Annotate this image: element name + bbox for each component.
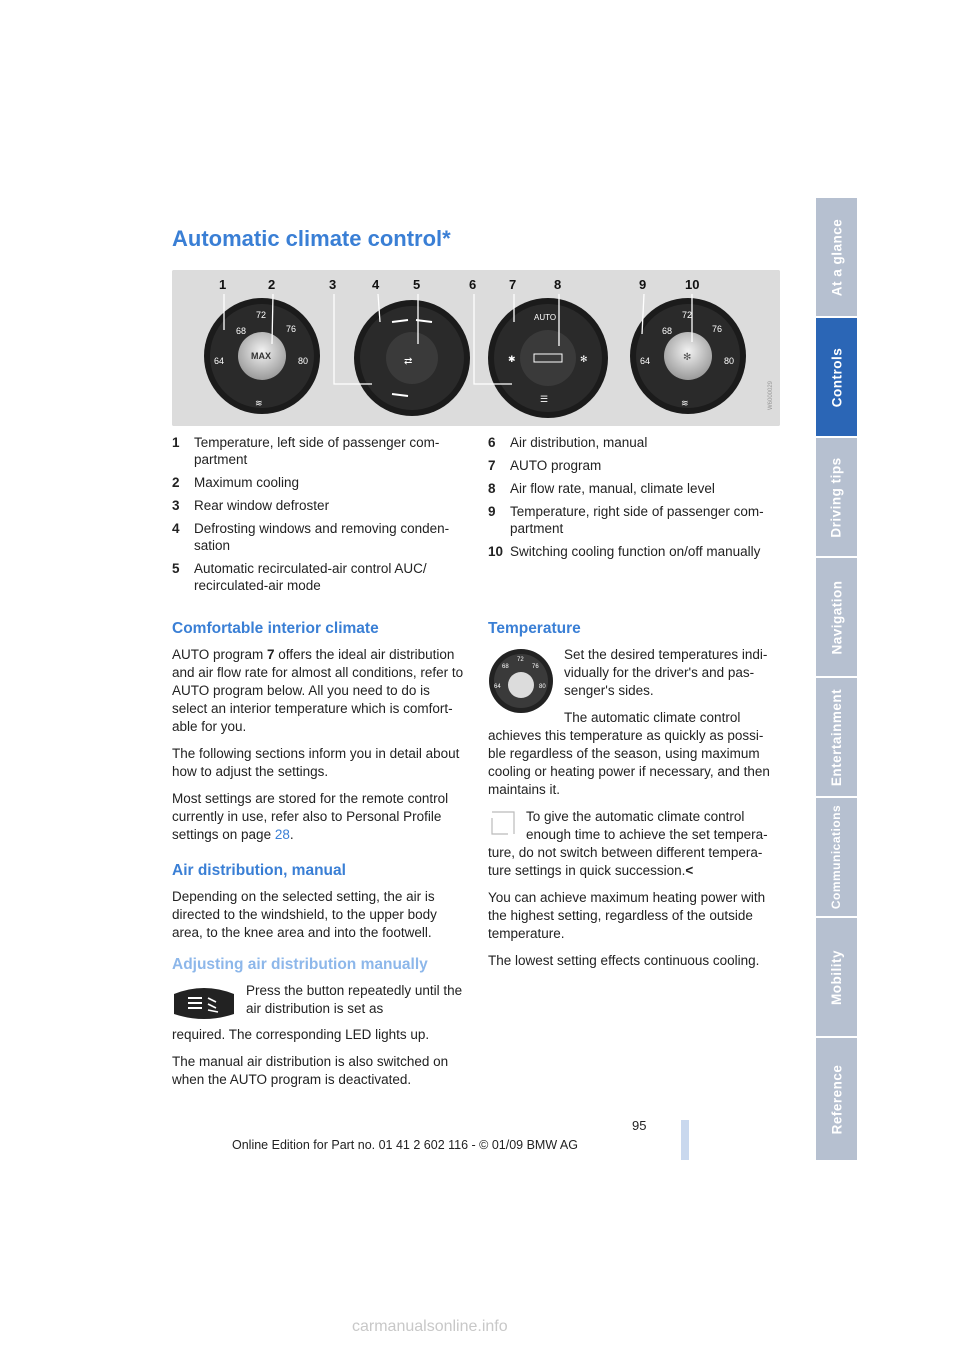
svg-text:⇄: ⇄: [404, 356, 413, 367]
legend-item: 4 Defrosting windows and removing conden- sation: [172, 521, 450, 553]
svg-text:9: 9: [639, 277, 647, 292]
svg-text:☰: ☰: [540, 394, 549, 404]
legend-item: 10 Switching cooling function on/off manually: [488, 544, 761, 559]
svg-text:3: 3: [329, 277, 337, 292]
svg-text:W6000029: W6000029: [768, 380, 774, 410]
subsection-heading-adjust: Adjusting air distribution manually: [172, 956, 428, 973]
footer-bar: [681, 1120, 689, 1160]
temperature-dial-icon: [488, 648, 554, 714]
svg-text:72: 72: [682, 310, 693, 320]
tab-at-a-glance[interactable]: At a glance: [816, 198, 857, 316]
temperature-paragraph-2b: achieves this temperature as quickly as possi-ble regardless of the season, using maximum cooling or heating power if necessary, and then maintains it.: [488, 728, 770, 797]
temperature-paragraph-2a: The automatic climate control: [564, 710, 741, 725]
climate-control-panel-figure: [172, 270, 780, 426]
section-heading-temperature: Temperature: [488, 620, 581, 637]
comfort-paragraph-1: AUTO program 7 offers the ideal air distribution and air flow rate for almost all conditions, refer to AUTO program below. All you need to do is select an interior temperature which is comfort-able for you.: [172, 647, 464, 734]
defrost-recirculation-dial: [354, 300, 470, 416]
legend-item: 1 Temperature, left side of passenger com- partment: [172, 435, 440, 467]
svg-text:72: 72: [517, 657, 524, 663]
tab-communications[interactable]: Communications: [816, 798, 857, 916]
page-link[interactable]: 28: [274, 827, 290, 842]
note-text-b: ture, do not switch between different tempera-ture settings in quick succession.<: [488, 845, 763, 878]
svg-text:✻: ✻: [683, 352, 692, 363]
svg-text:68: 68: [236, 326, 247, 336]
tab-mobility[interactable]: Mobility: [816, 918, 857, 1036]
section-heading-comfort: Comfortable interior climate: [172, 620, 379, 637]
temp-dial-right: [630, 298, 746, 414]
legend-item: 3 Rear window defroster: [172, 498, 330, 513]
temperature-block: [488, 646, 780, 799]
temperature-paragraph-1: Set the desired temperatures indi-vidually for the driver's and pas-senger's sides.: [564, 647, 768, 698]
svg-text:AUTO: AUTO: [534, 313, 557, 322]
adjust-block: [172, 982, 464, 1044]
page-number: 95: [632, 1118, 647, 1133]
svg-text:76: 76: [712, 324, 723, 334]
svg-text:80: 80: [724, 356, 735, 366]
comfort-paragraph-3: Most settings are stored for the remote control currently in use, refer also to Personal Profile settings on page 28.: [172, 791, 449, 842]
svg-text:6: 6: [469, 277, 477, 292]
svg-text:72: 72: [256, 310, 267, 320]
svg-text:7: 7: [509, 277, 517, 292]
temperature-paragraph-3: You can achieve maximum heating power with the highest setting, regardless of the outside temperature.: [488, 890, 766, 941]
tab-navigation[interactable]: Navigation: [816, 558, 857, 676]
watermark: carmanualsonline.info: [352, 1318, 508, 1335]
note-block: [488, 808, 780, 880]
note-icon: [490, 810, 516, 836]
svg-text:✱: ✱: [508, 354, 516, 364]
svg-text:8: 8: [554, 277, 562, 292]
svg-text:4: 4: [372, 277, 380, 292]
adjust-paragraph-1a: Press the button repeatedly until the air distribution is set as: [246, 983, 463, 1016]
svg-text:76: 76: [532, 664, 539, 670]
legend-item: 5 Automatic recirculated-air control AUC/ recirculated-air mode: [172, 561, 427, 593]
svg-text:✻: ✻: [580, 354, 588, 364]
legend-item: 8 Air flow rate, manual, climate level: [488, 481, 715, 496]
svg-text:80: 80: [539, 684, 546, 690]
svg-text:76: 76: [286, 324, 297, 334]
svg-text:2: 2: [268, 277, 276, 292]
chapter-tabs: [816, 198, 857, 1160]
tab-reference[interactable]: Reference: [816, 1038, 857, 1160]
legend-left: [172, 434, 466, 600]
right-column: [488, 620, 780, 979]
svg-text:64: 64: [494, 684, 501, 690]
air-distribution-button-icon: [172, 984, 236, 1022]
climate-panel-illustration: [172, 270, 780, 426]
svg-text:≋: ≋: [681, 398, 689, 408]
comfort-paragraph-2: The following sections inform you in detail about how to adjust the settings.: [172, 746, 460, 779]
svg-text:80: 80: [298, 356, 309, 366]
adjust-paragraph-2: The manual air distribution is also switched on when the AUTO program is deactivated.: [172, 1054, 449, 1087]
legend-right: [488, 434, 782, 566]
svg-text:MAX: MAX: [251, 351, 271, 361]
svg-text:68: 68: [502, 664, 509, 670]
page-title: Automatic climate control*: [172, 226, 451, 251]
section-heading-air-distribution: Air distribution, manual: [172, 862, 346, 879]
tab-controls[interactable]: Controls: [816, 318, 857, 436]
footer-text: Online Edition for Part no. 01 41 2 602 116 - © 01/09 BMW AG: [232, 1138, 578, 1152]
svg-text:64: 64: [214, 356, 225, 366]
tab-entertainment[interactable]: Entertainment: [816, 678, 857, 796]
airdist-paragraph: Depending on the selected setting, the air is directed to the windshield, to the upper body area, to the knee area and into the footwell.: [172, 889, 437, 940]
svg-text:68: 68: [662, 326, 673, 336]
legend-item: 6 Air distribution, manual: [488, 435, 648, 450]
adjust-paragraph-1b: required. The corresponding LED lights up.: [172, 1027, 430, 1042]
temperature-paragraph-4: The lowest setting effects continuous cooling.: [488, 953, 760, 968]
note-text-a: To give the automatic climate control enough time to achieve the set tempera-: [526, 809, 768, 842]
tab-driving-tips[interactable]: Driving tips: [816, 438, 857, 556]
legend-item: 9 Temperature, right side of passenger com- partment: [488, 504, 764, 536]
svg-text:1: 1: [219, 277, 227, 292]
legend-item: 2 Maximum cooling: [172, 475, 300, 490]
auto-airflow-dial: [488, 298, 608, 418]
temp-dial-left: [204, 298, 320, 414]
legend-item: 7 AUTO program: [488, 458, 602, 473]
svg-text:10: 10: [685, 277, 700, 292]
svg-text:≋: ≋: [255, 398, 263, 408]
left-column: [172, 620, 464, 1098]
svg-text:5: 5: [413, 277, 421, 292]
svg-text:64: 64: [640, 356, 651, 366]
